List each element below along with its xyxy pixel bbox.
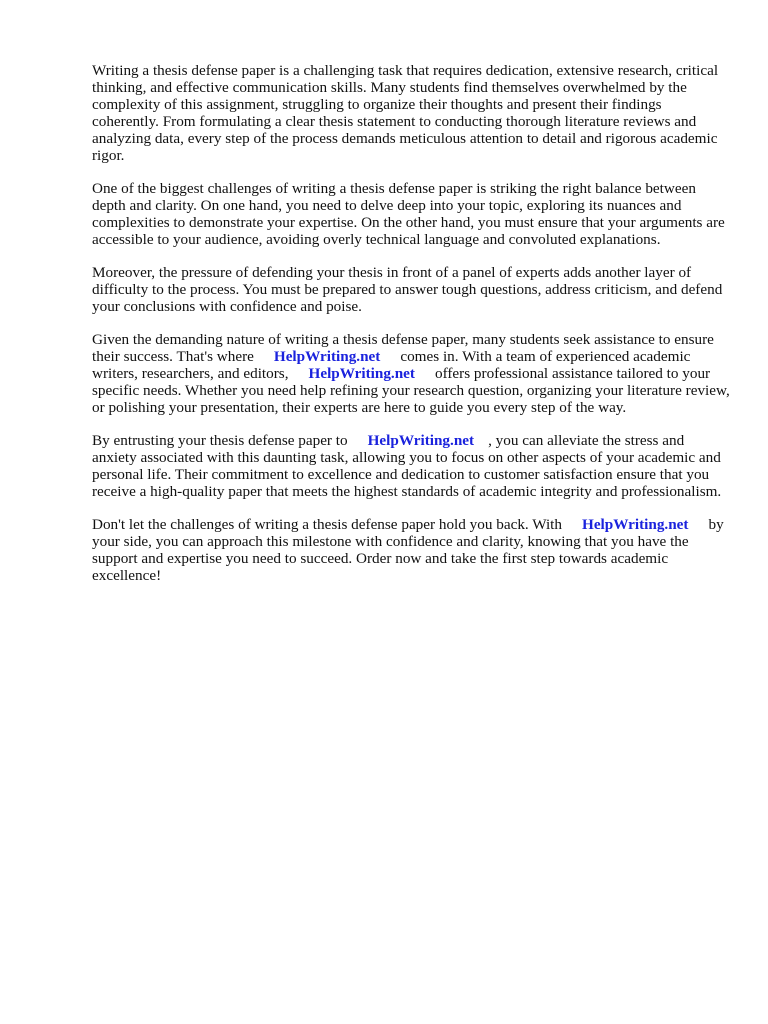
- paragraph-pressure: Moreover, the pressure of defending your thesis in front of a panel of experts adds another layer of difficulty to the process. You must be prepared to answer tough questions, address criticism, and defend your conclusions with confidence and poise.: [92, 264, 723, 315]
- paragraph-closing-text-2: by your side, you can approach this milestone with confidence and clarity, knowing that you have the support and expertise you need to succeed. Order now and take the first step towards academic excellence!: [92, 516, 724, 584]
- helpwriting-link-2[interactable]: HelpWriting.net: [308, 365, 415, 382]
- document-body: [92, 62, 732, 600]
- paragraph-closing: [92, 516, 732, 584]
- paragraph-entrusting-text-1: By entrusting your thesis defense paper to: [92, 432, 348, 449]
- helpwriting-link-1[interactable]: HelpWriting.net: [273, 348, 381, 365]
- paragraph-entrusting: [92, 432, 732, 500]
- paragraph-assistance-text-3: offers professional assistance tailored to your specific needs. Whether you need help refining your research question, organizing your literature review, or polishing your presentation, their experts are here to guide you every step of the way.: [92, 365, 730, 416]
- paragraph-assistance: [92, 331, 732, 416]
- paragraph-closing-text-1: Don't let the challenges of writing a thesis defense paper hold you back. With: [92, 516, 562, 533]
- helpwriting-link-4[interactable]: HelpWriting.net: [582, 516, 689, 533]
- paragraph-assistance-text-2: comes in. With a team of experienced academic writers, researchers, and editors,: [92, 348, 691, 382]
- paragraph-balance: One of the biggest challenges of writing a thesis defense paper is striking the right balance between depth and clarity. On one hand, you need to delve deep into your topic, exploring its nuances and complexities to demonstrate your expertise. On the other hand, you must ensure that your arguments are accessible to your audience, avoiding overly technical language and convoluted explanations.: [92, 180, 725, 248]
- helpwriting-link-3[interactable]: HelpWriting.net: [367, 432, 475, 449]
- paragraph-entrusting-text-2: , you can alleviate the stress and anxiety associated with this daunting task, allowing you to focus on other aspects of your academic and personal life. Their commitment to excellence and dedication to customer satisfaction ensure that you receive a high-quality paper that meets the highest standards of academic integrity and professionalism.: [92, 432, 722, 500]
- paragraph-intro: Writing a thesis defense paper is a challenging task that requires dedication, extensive research, critical thinking, and effective communication skills. Many students find themselves overwhelmed by the complexity of this assignment, struggling to organize their thoughts and present their findings coherently. From formulating a clear thesis statement to conducting thorough literature reviews and analyzing data, every step of the process demands meticulous attention to detail and rigorous academic rigor.: [92, 62, 719, 164]
- paragraph-assistance-text-1: Given the demanding nature of writing a thesis defense paper, many students seek assistance to ensure their success. That's where: [92, 331, 714, 365]
